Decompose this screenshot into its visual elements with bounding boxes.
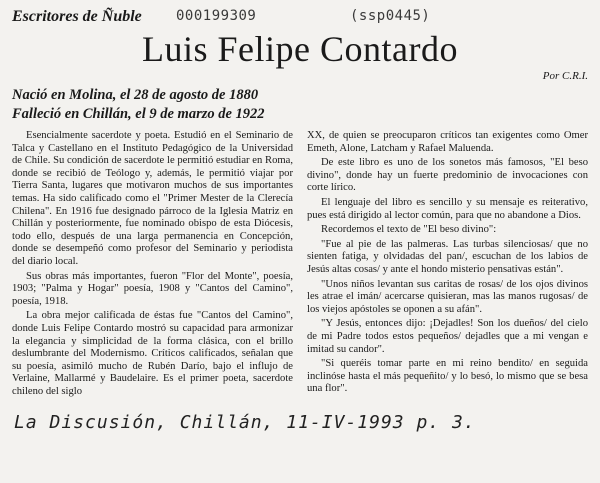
article-title: Luis Felipe Contardo — [142, 29, 458, 69]
paragraph: XX, de quien se preocuparon críticos tan exigentes como Omer Emeth, Alone, Latcham y Rafael Maluenda. — [307, 130, 588, 154]
byline: Por C.R.I. — [542, 70, 588, 82]
paragraph: Esencialmente sacerdote y poeta. Estudió en el Seminario de Talca y Castellano en el Instituto Pedagógico de la Universidad de Chile. Su condición de sacerdote le permitió estudiar en Roma, donde se recibió de Teólogo y, además, le permitió viajar por Tierra Santa, lugares que motivaron muchos de sus importantes temas. Ha sido calificado como el "Primer Mester de la Clerecía Chilena". En 1916 fue designado párroco de la Iglesia Matriz en Chillán y posteriormente, fue nominado obispo de esta Diócesis, todo ello, después de una larga permanencia en Concepción, donde se desempeñó como profesor del Seminario y periodista del diario local. — [12, 130, 293, 267]
paragraph: Recordemos el texto de "El beso divino": — [321, 224, 497, 236]
bio-block — [12, 86, 265, 124]
column-left — [12, 130, 293, 400]
paragraph: "Si queréis tomar parte en mi reino bendito/ en seguida inclinóse hasta el más pequeñito/ y lo besó, lo mismo que se besa una flor". — [307, 358, 588, 395]
paragraph: "Y Jesús, entonces dijo: ¡Dejadles! Son los dueños/ del cielo de mi Padre todos estos pequeños/ dejadles que a mi vengan e imitad su candor". — [307, 318, 588, 355]
paragraph: De este libro es uno de los sonetos más famosos, "El beso divino", donde hay un fuerte predominio de invocaciones con corte lírico. — [307, 157, 588, 194]
section-heading: Escritores de Ñuble — [12, 8, 142, 25]
archive-code: 000199309 — [176, 8, 257, 24]
column-right — [307, 130, 588, 400]
bio-birth: Nació en Molina, el 28 de agosto de 1880 — [12, 87, 259, 103]
paragraph: Sus obras más importantes, fueron "Flor del Monte", poesía, 1903; "Palma y Hogar" poesía, 1908 y "Cantos del Camino", poesía, 1918. — [12, 270, 293, 307]
paragraph: "Unos niños levantan sus caritas de rosas/ de los ojos divinos les atrae el imán/ acercarse quisieran, mas las manos rugosas/ de los viejos apóstoles se oponen a su afán". — [307, 278, 588, 315]
source-citation: La Discusión, Chillán, 11-IV-1993 p. 3. — [14, 412, 476, 433]
paragraph: La obra mejor calificada de éstas fue "Cantos del Camino", donde Luis Felipe Contardo mostró su capacidad para armonizar la elegancia y simplicidad de la forma clásica, con el brillo deslumbrante del Modernismo. Críticos calificados, señalan que su poesía, asimiló mucho de Rubén Darío, bajo el influjo de Verlaine, Mallarmé y Baudelaire. Es el primer poeta, sacerdote chileno del siglo — [12, 310, 293, 397]
paragraph: "Fue al pie de las palmeras. Las turbas silenciosas/ que no sienten fatiga, y olvidadas del pan/, escuchan de los labios de Jesús altas cosas/ y ante el hondo misterio pensativas están". — [307, 238, 588, 275]
bio-death: Falleció en Chillán, el 9 de marzo de 1922 — [12, 106, 265, 122]
archive-code-secondary: (ssp0445) — [350, 8, 431, 24]
article-body — [12, 130, 588, 400]
paragraph: El lenguaje del libro es sencillo y su mensaje es reiterativo, pues está dirigido al lector común, para que no abandone a Dios. — [307, 196, 588, 221]
